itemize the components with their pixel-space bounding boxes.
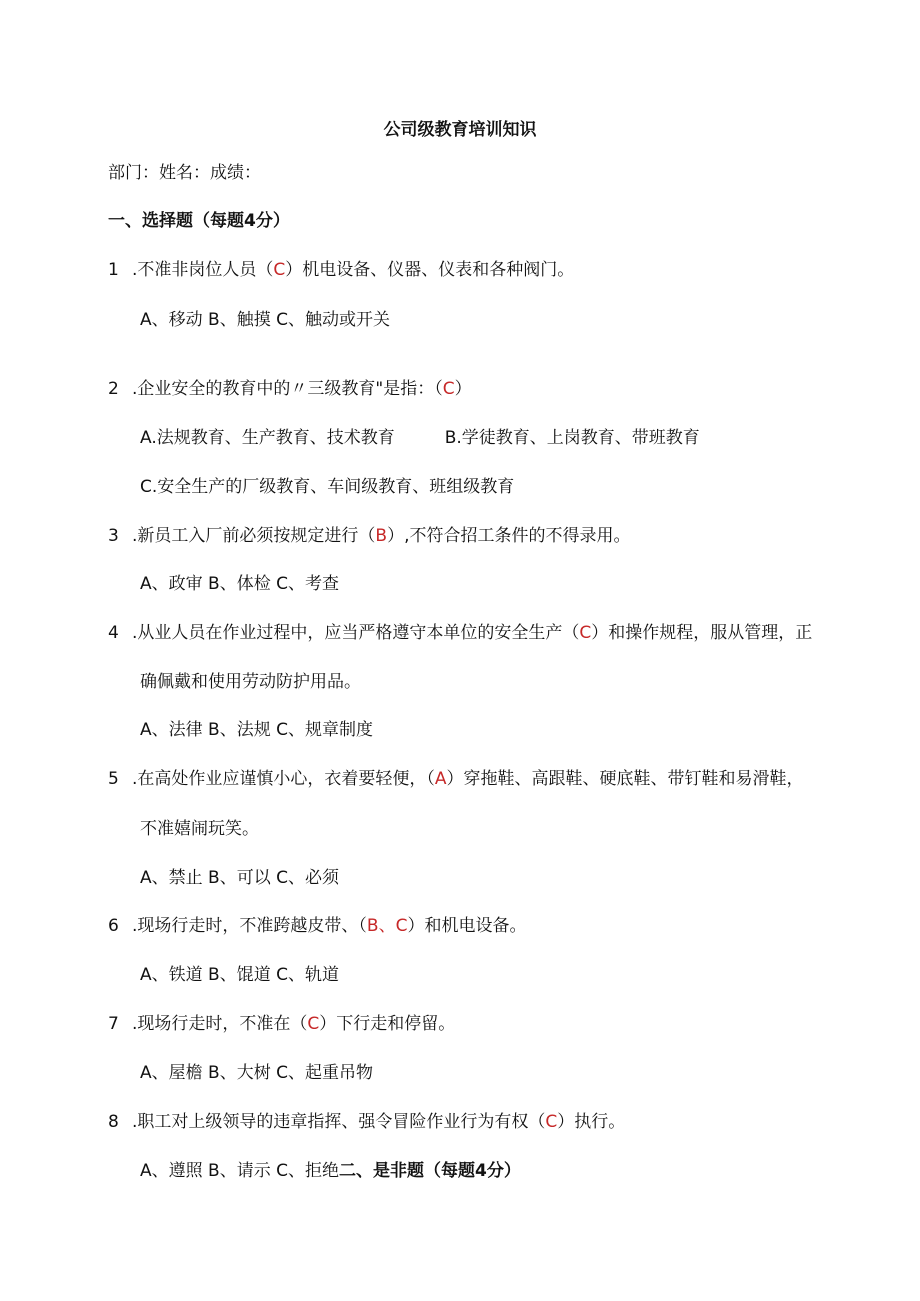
question-number: 6 [108, 916, 119, 936]
question-2-option-c: C.安全生产的厂级教育、车间级教育、班组级教育 [140, 477, 515, 497]
question-text-post: ）和操作规程，服从管理，正 [591, 623, 813, 643]
question-2 [108, 377, 472, 401]
question-text-post: ）执行。 [557, 1112, 626, 1132]
question-6 [108, 914, 526, 938]
answer: B [375, 526, 388, 546]
answer: C [579, 623, 592, 643]
option-a: A.法规教育、生产教育、技术教育 [140, 428, 395, 448]
answer: C [442, 379, 455, 399]
question-text-post: ）,不符合招工条件的不得录用。 [387, 526, 631, 546]
question-text-pre: .从业人员在作业过程中，应当严格遵守本单位的安全生产（ [132, 623, 580, 643]
section-heading-true-false: 二、是非题（每题4分） [338, 1161, 521, 1181]
question-text-post: ）下行走和停留。 [319, 1014, 456, 1034]
question-text-post: ）穿拖鞋、高跟鞋、硬底鞋、带钉鞋和易滑鞋， [446, 769, 804, 789]
answer: C [307, 1014, 320, 1034]
question-text-pre: .现场行走时，不准在（ [132, 1014, 308, 1034]
question-3-options: A、政审 B、体检 C、考查 [140, 574, 339, 594]
question-6-options: A、铁道 B、馄道 C、轨道 [140, 965, 339, 985]
question-number: 5 [108, 769, 119, 789]
option-b: B.学徒教育、上岗教育、带班教育 [444, 428, 700, 448]
question-4 [108, 621, 812, 645]
answer: A [434, 769, 447, 789]
question-text-pre: .职工对上级领导的违章指挥、强令冒险作业行为有权（ [132, 1112, 546, 1132]
question-number: 3 [108, 526, 119, 546]
question-5 [108, 767, 804, 791]
section-heading-choice: 一、选择题（每题4分） [108, 211, 290, 231]
question-text-post: ）机电设备、仪器、仪表和各种阀门。 [285, 260, 575, 280]
answer: B、C [366, 916, 408, 936]
question-2-options-ab [140, 426, 700, 450]
question-4-continuation: 确佩戴和使用劳动防护用品。 [140, 672, 361, 692]
question-8-options-line [140, 1159, 521, 1183]
question-text-pre: .在高处作业应谨慎小心，衣着要轻便，（ [132, 769, 435, 789]
question-8-options: A、遵照 B、请示 C、拒绝 [140, 1161, 339, 1181]
question-text-pre: .企业安全的教育中的〃三级教育"是指：（ [132, 379, 443, 399]
question-7-options: A、屋檐 B、大树 C、起重吊物 [140, 1063, 373, 1083]
document-title: 公司级教育培训知识 [383, 120, 537, 140]
question-text-post: ） [454, 379, 472, 399]
answer: C [273, 260, 286, 280]
question-text-post: ）和机电设备。 [407, 916, 527, 936]
question-number: 8 [108, 1112, 119, 1132]
question-5-options: A、禁止 B、可以 C、必须 [140, 868, 339, 888]
question-7 [108, 1012, 455, 1036]
question-1 [108, 258, 574, 282]
question-5-continuation: 不准嬉闹玩笑。 [140, 819, 259, 839]
question-text-pre: .新员工入厂前必须按规定进行（ [132, 526, 376, 546]
question-3 [108, 524, 630, 548]
question-8 [108, 1110, 625, 1134]
question-number: 4 [108, 623, 119, 643]
question-number: 1 [108, 260, 119, 280]
question-number: 7 [108, 1014, 119, 1034]
question-4-options: A、法律 B、法规 C、规章制度 [140, 720, 373, 740]
question-number: 2 [108, 379, 119, 399]
answer: C [545, 1112, 558, 1132]
question-1-options: A、移动 B、触摸 C、触动或开关 [140, 310, 390, 330]
question-text-pre: .不准非岗位人员（ [132, 260, 274, 280]
info-line: 部门：姓名：成绩： [108, 163, 261, 183]
question-text-pre: .现场行走时，不准跨越皮带、（ [132, 916, 367, 936]
